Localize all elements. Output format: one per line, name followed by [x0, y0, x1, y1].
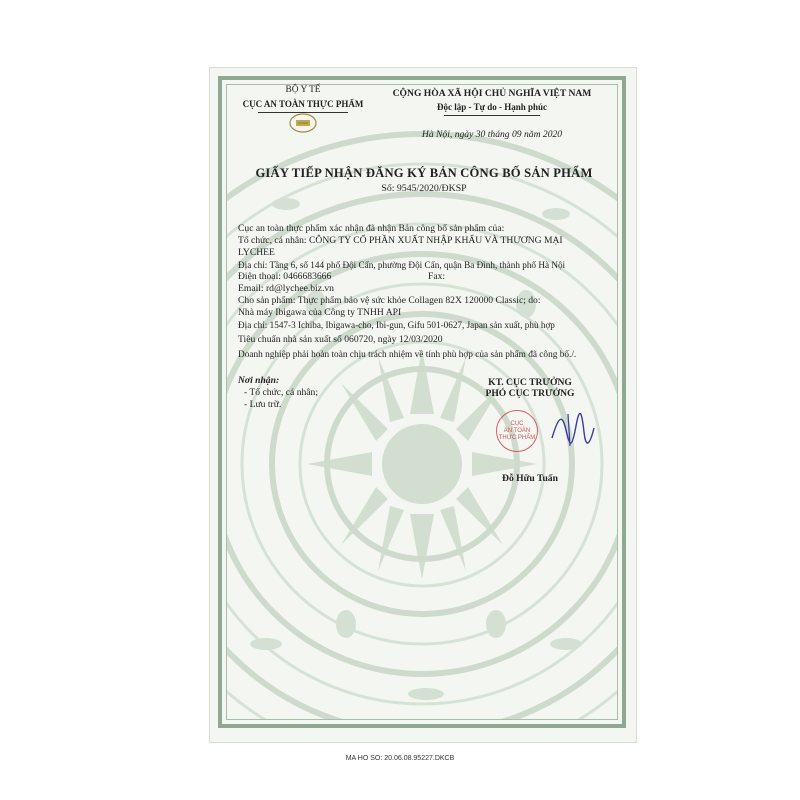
organization-line-2: LYCHEE	[238, 247, 275, 258]
seal-text-line: AN TOÀN	[503, 427, 531, 434]
recipient-item: - Tổ chức, cá nhân;	[244, 387, 319, 398]
fax: Fax:	[428, 271, 446, 282]
product-line: Cho sản phẩm: Thực phẩm bảo vệ sức khỏe Collagen 82X 120000 Classic; do:	[238, 295, 541, 306]
email: Email: rd@lychee.biz.vn	[238, 283, 334, 294]
official-seal	[496, 410, 538, 452]
responsibility-line: Doanh nghiệp phải hoàn toàn chịu trách nhiệm về tính phù hợp của sản phẩm đã công bố./.	[238, 350, 577, 360]
standard-line: Tiêu chuẩn nhà sản xuất số 060720, ngày 12/03/2020	[238, 334, 443, 345]
department-name: CỤC AN TOÀN THỰC PHẨM	[242, 99, 364, 109]
signer-title-2: PHÓ CỤC TRƯỞNG	[485, 388, 575, 399]
dossier-code: MA HO SO: 20.06.08.95227.DKCB	[345, 755, 455, 762]
country-name: CỘNG HÒA XÃ HỘI CHỦ NGHĨA VIỆT NAM	[392, 88, 592, 99]
seal-text-line: CỤC	[510, 420, 524, 427]
factory-address: Địa chỉ: 1547-3 Ichiba, Ibigawa-cho, Ibi-gun, Gifu 501-0627, Japan sản xuất, phù hợp	[238, 320, 555, 330]
national-motto: Độc lập - Tự do - Hạnh phúc	[436, 102, 547, 112]
ministry-name: BỘ Y TẾ	[285, 85, 321, 95]
seal-text-line: THỰC PHẨM	[498, 434, 536, 441]
signer-name: Đỗ Hữu Tuấn	[502, 473, 558, 484]
handwritten-signature-icon	[548, 408, 598, 452]
factory-name: Nhà máy Ibigawa của Công ty TNHH API	[238, 307, 402, 318]
left-header-underline	[258, 112, 348, 113]
recipients-heading: Nơi nhận:	[238, 375, 280, 386]
issue-date: Hà Nội, ngày 30 tháng 09 năm 2020	[421, 129, 563, 140]
right-header-underline	[444, 115, 540, 116]
registration-number: Số: 9545/2020/ĐKSP	[381, 183, 467, 194]
signer-title-1: KT. CỤC TRƯỞNG	[488, 377, 572, 388]
organization-line: Tổ chức, cá nhân: CÔNG TY CỔ PHẦN XUẤT NHẬP KHẨU VÀ THƯƠNG MẠI	[238, 235, 563, 246]
organization-address: Địa chỉ: Tầng 6, số 144 phố Đội Cấn, phường Đội Cấn, quận Ba Đình, thành phố Hà Nội	[238, 260, 566, 270]
document-title: GIẤY TIẾP NHẬN ĐĂNG KÝ BẢN CÔNG BỐ SẢN PHẨM	[255, 166, 593, 180]
intro-text: Cục an toàn thực phẩm xác nhận đã nhận Bản công bố sản phẩm của:	[238, 223, 505, 234]
recipient-item: - Lưu trữ.	[244, 399, 282, 410]
document-content	[238, 84, 610, 714]
phone: Điện thoại: 0466683666	[238, 271, 332, 282]
